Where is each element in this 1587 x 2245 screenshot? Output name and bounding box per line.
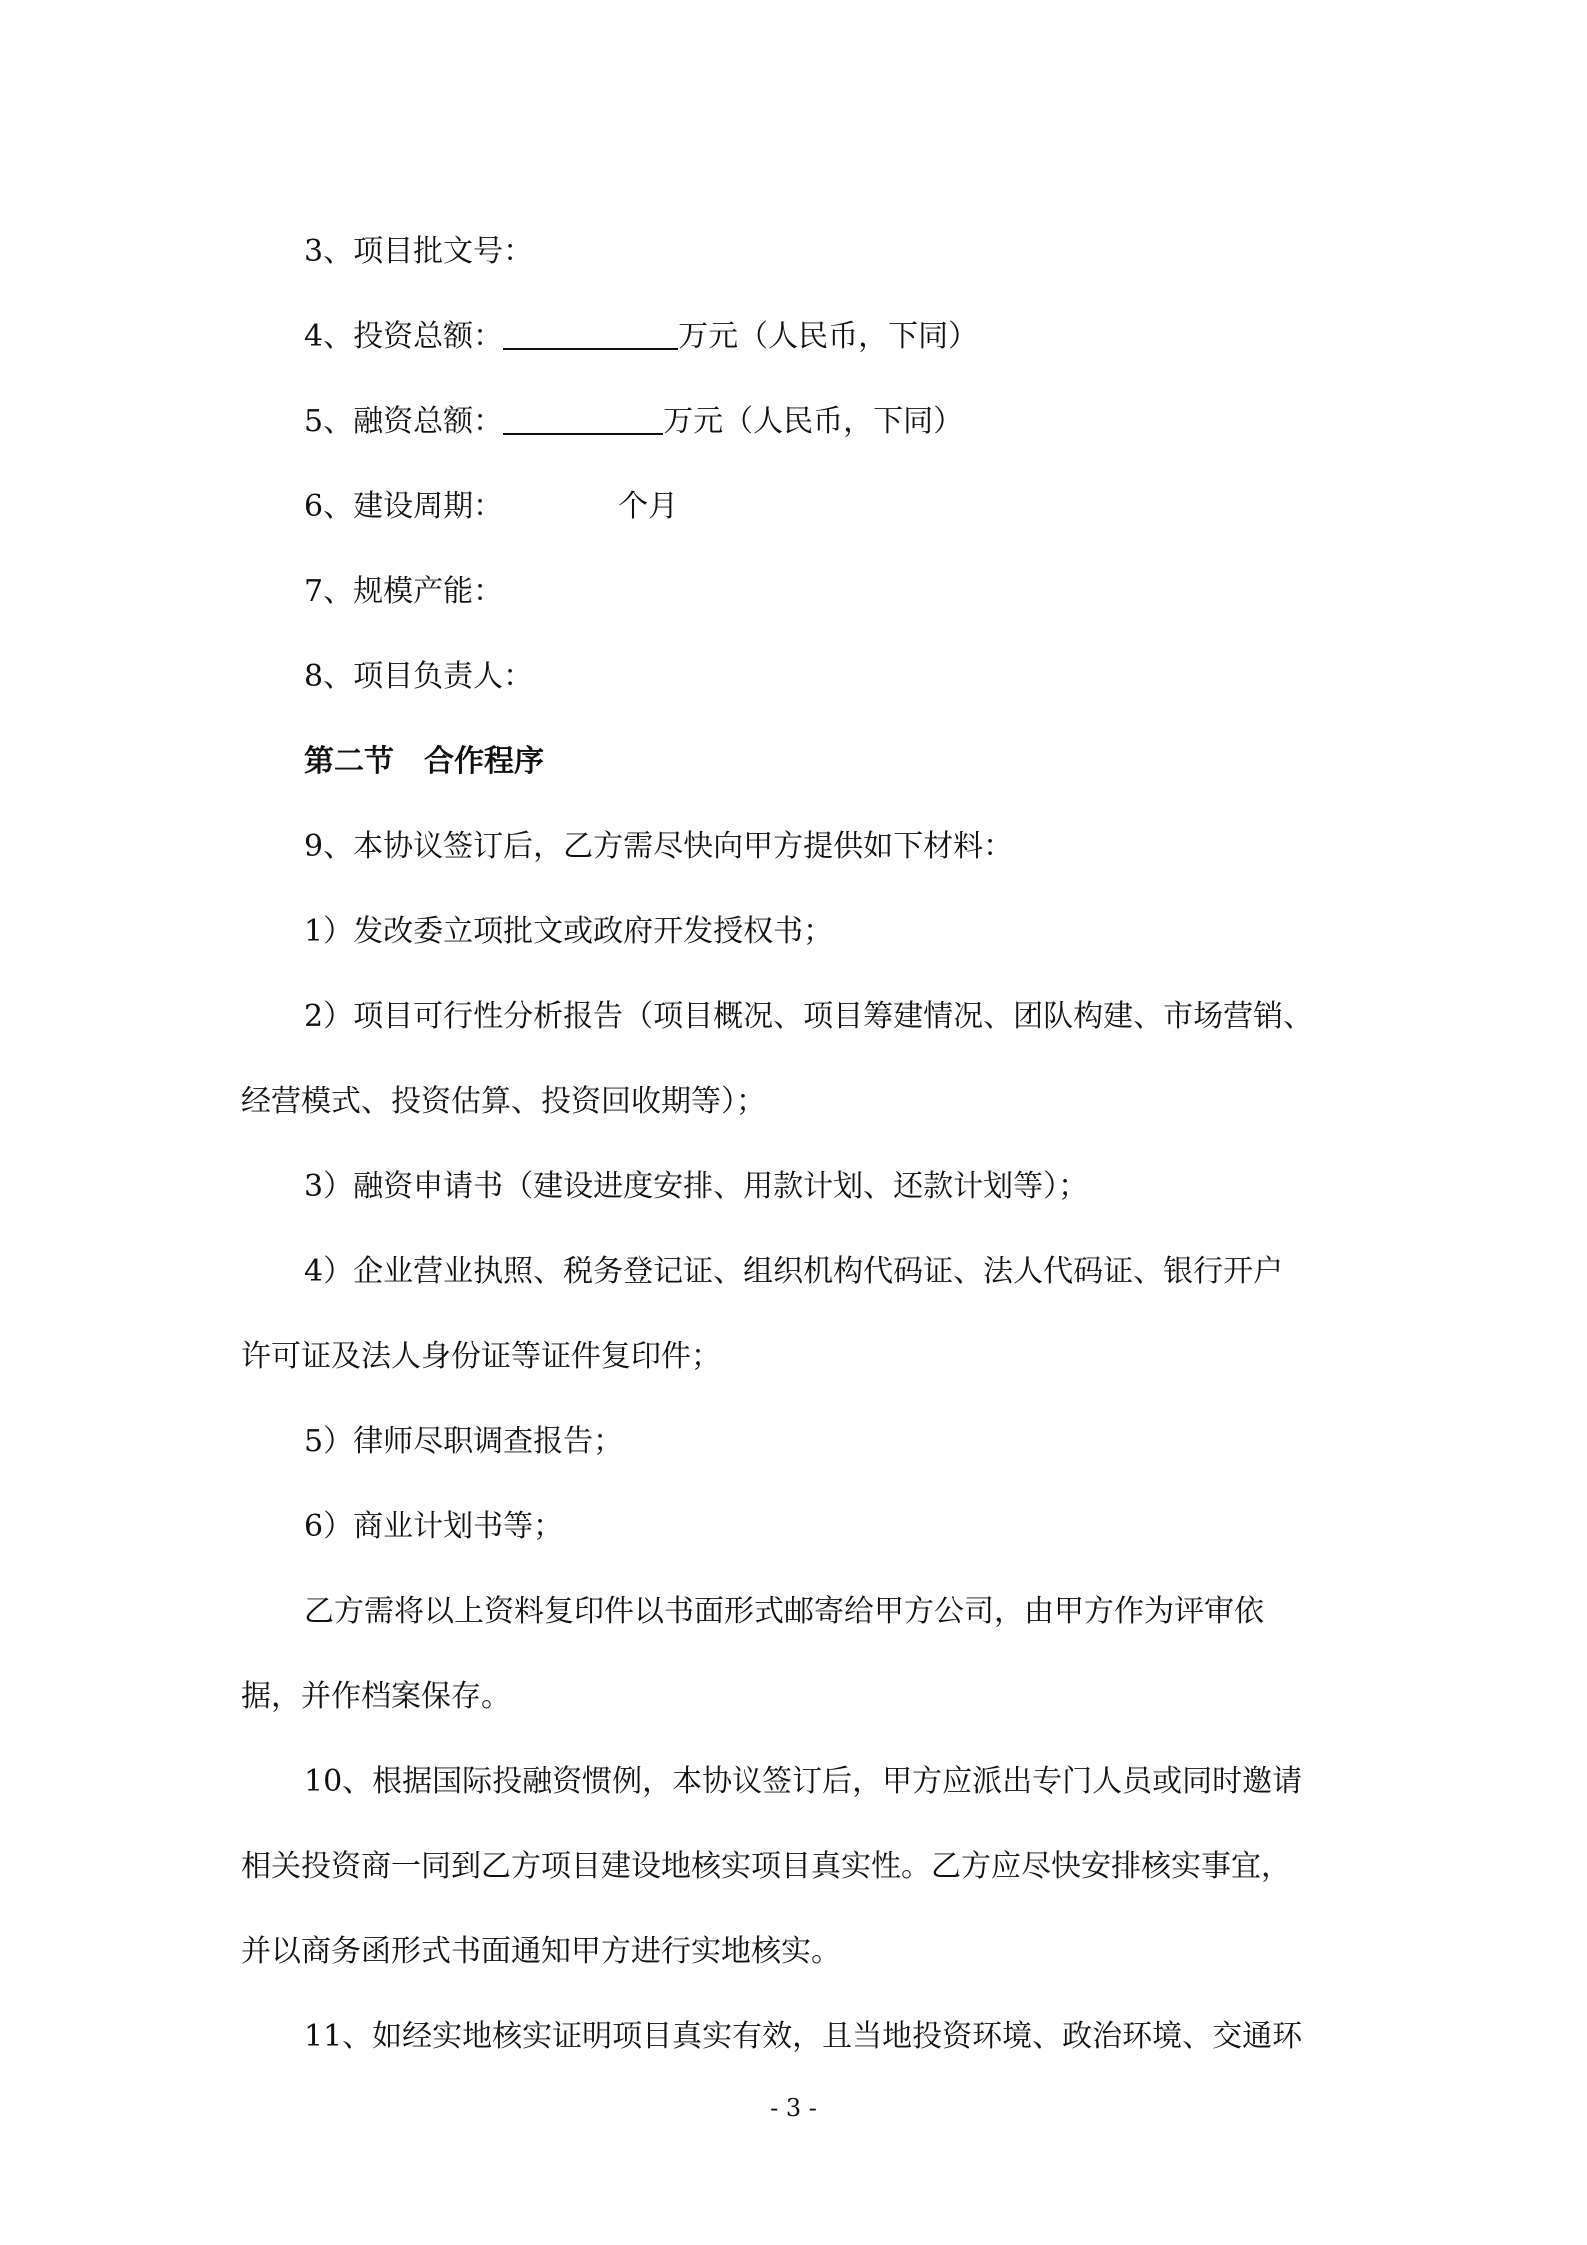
material-item-1-text: 1）发改委立项批文或政府开发授权书； — [304, 914, 834, 949]
paragraph-10-line-1 — [304, 1762, 1302, 1802]
item-scale-capacity — [304, 572, 503, 612]
section-heading-text: 第二节 合作程序 — [304, 744, 544, 779]
material-item-3 — [304, 1167, 1088, 1207]
material-item-1 — [304, 912, 833, 952]
paragraph-11-line-1 — [304, 2017, 1302, 2057]
material-item-4-text-2: 许可证及法人身份证等证件复印件； — [241, 1339, 721, 1374]
material-item-3-text: 3）融资申请书（建设进度安排、用款计划、还款计划等）； — [304, 1169, 1089, 1204]
material-item-5 — [304, 1422, 623, 1462]
item-total-financing-unit: 万元（人民币，下同） — [663, 404, 964, 439]
paragraph-10-text-2: 相关投资商一同到乙方项目建设地核实项目真实性。乙方应尽快安排核实事宜， — [241, 1849, 1291, 1884]
material-item-4-text-1: 4）企业营业执照、税务登记证、组织机构代码证、法人代码证、银行开户 — [304, 1254, 1284, 1289]
material-item-5-text: 5）律师尽职调查报告； — [304, 1424, 624, 1459]
material-item-6-text: 6）商业计划书等； — [304, 1509, 564, 1544]
paragraph-9-text: 9、本协议签订后，乙方需尽快向甲方提供如下材料： — [304, 829, 1014, 864]
paragraph-mailing-line-1 — [304, 1592, 1264, 1632]
material-item-4-line-2 — [241, 1337, 721, 1377]
item-total-financing — [304, 402, 963, 442]
total-financing-blank — [503, 403, 663, 435]
item-construction-period-unit: 个月 — [618, 489, 679, 524]
paragraph-9 — [304, 827, 1013, 867]
paragraph-10-line-2 — [241, 1847, 1291, 1887]
item-approval-number-text: 3、项目批文号： — [304, 234, 534, 269]
paragraph-10-text-3: 并以商务函形式书面通知甲方进行实地核实。 — [241, 1934, 841, 1969]
item-construction-period-label: 6、建设周期： — [304, 489, 504, 524]
material-item-4-line-1 — [304, 1252, 1283, 1292]
item-approval-number — [304, 232, 533, 272]
total-investment-blank — [503, 318, 678, 350]
material-item-2-text-2: 经营模式、投资估算、投资回收期等）； — [241, 1084, 766, 1119]
material-item-6 — [304, 1507, 563, 1547]
item-total-investment-unit: 万元（人民币，下同） — [678, 319, 979, 354]
item-total-financing-label: 5、融资总额： — [304, 404, 504, 439]
page-number: - 3 - — [770, 2094, 817, 2122]
paragraph-mailing-line-2 — [241, 1677, 511, 1717]
paragraph-mailing-text-1: 乙方需将以上资料复印件以书面形式邮寄给甲方公司，由甲方作为评审依 — [304, 1594, 1264, 1629]
material-item-2-line-2 — [241, 1082, 766, 1122]
paragraph-10-text-1: 10、根据国际投融资惯例，本协议签订后，甲方应派出专门人员或同时邀请 — [304, 1764, 1303, 1799]
material-item-2-text-1: 2）项目可行性分析报告（项目概况、项目筹建情况、团队构建、市场营销、 — [304, 999, 1314, 1034]
paragraph-10-line-3 — [241, 1932, 841, 1972]
item-total-investment-label: 4、投资总额： — [304, 319, 504, 354]
item-scale-capacity-text: 7、规模产能： — [304, 574, 504, 609]
paragraph-11-text-1: 11、如经实地核实证明项目真实有效，且当地投资环境、政治环境、交通环 — [304, 2019, 1303, 2054]
item-total-investment — [304, 317, 978, 357]
item-project-leader-text: 8、项目负责人： — [304, 659, 534, 694]
item-construction-period — [304, 487, 678, 527]
section-heading — [304, 742, 544, 782]
paragraph-mailing-text-2: 据，并作档案保存。 — [241, 1679, 511, 1714]
item-project-leader — [304, 657, 533, 697]
material-item-2-line-1 — [304, 997, 1313, 1037]
